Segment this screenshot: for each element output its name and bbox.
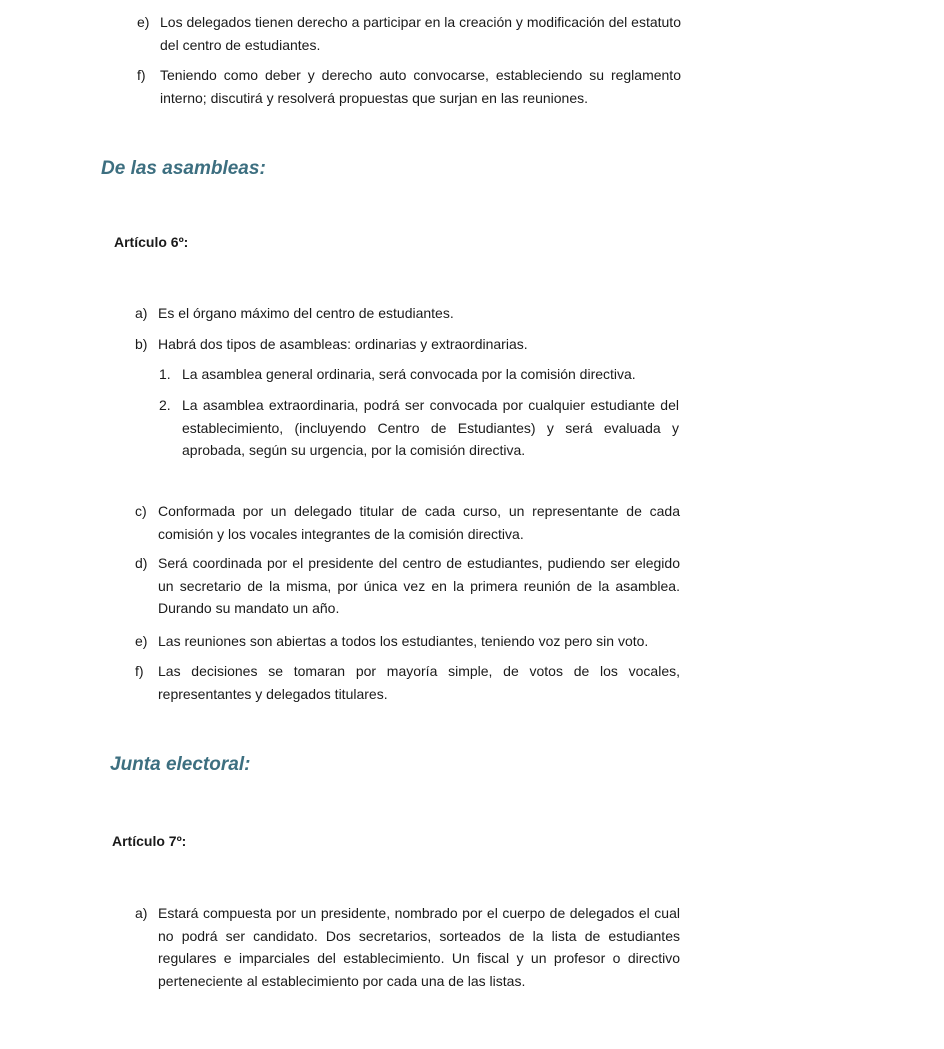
item-text: Habrá dos tipos de asambleas: ordinarias y extraordinarias.	[158, 336, 528, 352]
section-heading-asambleas: De las asambleas:	[101, 158, 266, 179]
item-label: 1.	[159, 366, 171, 382]
item-label: a)	[135, 905, 148, 921]
sub-list-item	[159, 394, 679, 462]
item-text: Teniendo como deber y derecho auto convocarse, estableciendo su reglamento interno; discutirá y resolverá propuestas que surjan en las reuniones.	[160, 67, 681, 106]
sub-list-item	[159, 363, 679, 386]
item-text: La asamblea extraordinaria, podrá ser convocada por cualquier estudiante del establecimiento, (incluyendo Centro de Estudiantes) y será evaluada y aprobada, según su urgencia, por la comisión directiva.	[182, 397, 679, 458]
item-text: Es el órgano máximo del centro de estudiantes.	[158, 305, 454, 321]
item-text: Conformada por un delegado titular de cada curso, un representante de cada comisión y los vocales integrantes de la comisión directiva.	[158, 503, 680, 542]
list-item	[135, 902, 680, 992]
list-item	[135, 302, 680, 325]
list-item	[137, 64, 681, 109]
item-text: Las decisiones se tomaran por mayoría simple, de votos de los vocales, representantes y delegados titulares.	[158, 663, 680, 702]
item-label: d)	[135, 555, 148, 571]
item-label: e)	[137, 14, 150, 30]
item-label: e)	[135, 633, 148, 649]
item-text: La asamblea general ordinaria, será convocada por la comisión directiva.	[182, 366, 636, 382]
list-item	[135, 660, 680, 705]
item-label: c)	[135, 503, 147, 519]
item-text: Estará compuesta por un presidente, nombrado por el cuerpo de delegados el cual no podrá ser candidato. Dos secretarios, sorteados de la lista de estudiantes regulares e imparciales del establecimiento. Un fiscal y un profesor o directivo perteneciente al establecimiento por cada una de las listas.	[158, 905, 680, 989]
section-heading-junta: Junta electoral:	[110, 754, 251, 775]
list-item	[137, 11, 681, 56]
list-item	[135, 333, 680, 356]
item-text: Será coordinada por el presidente del centro de estudiantes, pudiendo ser elegido un secretario de la misma, por única vez en la primera reunión de la asamblea. Durando su mandato un año.	[158, 555, 680, 616]
item-label: f)	[135, 663, 144, 679]
item-label: b)	[135, 336, 148, 352]
list-item	[135, 500, 680, 545]
article-title-7: Artículo 7º:	[112, 833, 187, 849]
article-title-6: Artículo 6º:	[114, 234, 189, 250]
item-label: a)	[135, 305, 148, 321]
item-text: Las reuniones son abiertas a todos los estudiantes, teniendo voz pero sin voto.	[158, 633, 649, 649]
list-item	[135, 630, 680, 653]
item-label: f)	[137, 67, 146, 83]
item-text: Los delegados tienen derecho a participar en la creación y modificación del estatuto del centro de estudiantes.	[160, 14, 681, 53]
item-label: 2.	[159, 397, 171, 413]
list-item	[135, 552, 680, 620]
